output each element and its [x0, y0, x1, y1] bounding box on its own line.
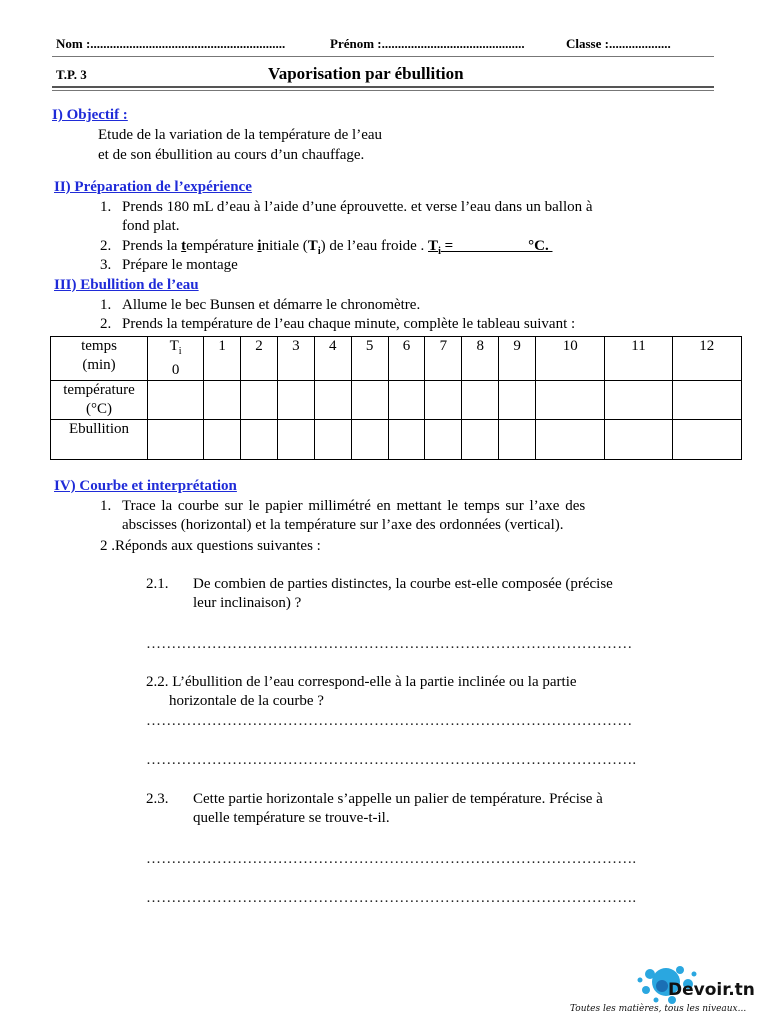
answer-line-2-1[interactable]: …………………………………………………………………………………… — [146, 636, 633, 652]
answer-line-2-3b[interactable]: ……………………………………………………………………………………. — [146, 890, 637, 906]
ebullition-input-cell[interactable] — [672, 420, 741, 460]
temps-label-cell — [51, 337, 148, 381]
temperature-table — [50, 336, 742, 460]
classe-field: Classe :................... — [566, 36, 671, 51]
question-2-2-line-2: horizontale de la courbe ? — [169, 693, 324, 709]
prep-item-1-cont: fond plat. — [122, 218, 180, 234]
question-2-2-line-1: 2.2. L’ébullition de l’eau correspond-elle à la partie inclinée ou la partie — [146, 674, 577, 690]
temperature-label: température — [63, 382, 135, 398]
page-title: Vaporisation par ébullition — [268, 64, 464, 83]
time-cell: 10 — [536, 337, 605, 381]
answer-line-2-3a[interactable]: ……………………………………………………………………………………. — [146, 851, 637, 867]
ebul-item-1: 1. Allume le bec Bunsen et démarre le chronomètre. — [100, 297, 421, 313]
temperature-label-cell — [51, 381, 148, 420]
prep-item-2-text: Prends la — [122, 238, 182, 254]
temperature-unit: (°C) — [86, 401, 112, 417]
time-cell: 2 — [241, 337, 278, 381]
objectif-line-1: Etude de la variation de la température de l’eau — [98, 127, 383, 143]
ebullition-label-cell — [51, 420, 148, 460]
ebullition-input-cell[interactable] — [314, 420, 351, 460]
ebullition-input-cell[interactable] — [499, 420, 536, 460]
temperature-input-cell[interactable] — [388, 381, 425, 420]
section-preparation-title: II) Préparation de l’expérience — [54, 179, 252, 195]
tp-number: T.P. 3 — [56, 67, 87, 82]
time-cell: 6 — [388, 337, 425, 381]
prep-item-2-text-2: empérature — [186, 238, 258, 254]
section-courbe-title: IV) Courbe et interprétation — [54, 478, 237, 494]
ti-blank-unit: = °C. — [440, 238, 553, 254]
title-rule-2 — [52, 90, 714, 91]
temperature-input-cell[interactable] — [148, 381, 204, 420]
time-cell: 7 — [425, 337, 462, 381]
question-2-3-number: 2.3. — [146, 791, 169, 807]
ebullition-input-cell[interactable] — [277, 420, 314, 460]
ebullition-input-cell[interactable] — [425, 420, 462, 460]
ebullition-label: Ebullition — [69, 421, 129, 437]
ebullition-input-cell[interactable] — [536, 420, 605, 460]
table-row-temps — [51, 337, 742, 381]
question-2-1-number: 2.1. — [146, 576, 169, 592]
time-cell: 11 — [605, 337, 672, 381]
ebullition-input-cell[interactable] — [351, 420, 388, 460]
temperature-input-cell[interactable] — [536, 381, 605, 420]
temperature-input-cell[interactable] — [204, 381, 241, 420]
prep-item-1: 1. Prends 180 mL d’eau à l’aide d’une éprouvette. et verse l’eau dans un ballon à — [100, 199, 593, 215]
ti-header-symbol: T — [169, 338, 179, 354]
temperature-input-cell[interactable] — [351, 381, 388, 420]
courbe-item-2: 2 .Réponds aux questions suivantes : — [100, 538, 321, 554]
answer-line-2-2b[interactable]: ……………………………………………………………………………………. — [146, 752, 637, 768]
ebullition-input-cell[interactable] — [241, 420, 278, 460]
courbe-item-1-text: Trace la courbe sur le papier millimétré en mettant le temps sur l’axe des — [122, 498, 586, 514]
ebullition-input-cell[interactable] — [462, 420, 499, 460]
ti-symbol: T — [307, 238, 318, 254]
prep-item-2-text-4: ) de l’eau froide . — [320, 238, 429, 254]
logo-tagline: Toutes les matières, tous les niveaux... — [570, 1004, 747, 1014]
ebullition-input-cell[interactable] — [204, 420, 241, 460]
title-rule — [52, 86, 714, 88]
ebul-item-1-text: Allume le bec Bunsen et démarre le chronomètre. — [122, 297, 421, 313]
temperature-input-cell[interactable] — [499, 381, 536, 420]
ti-header-zero: 0 — [171, 362, 180, 378]
time-cell: 3 — [277, 337, 314, 381]
header-rule — [52, 56, 714, 57]
ti-header-subscript: i — [178, 346, 182, 357]
objectif-line-2: et de son ébullition au cours d’un chauffage. — [98, 147, 365, 163]
ebullition-input-cell[interactable] — [388, 420, 425, 460]
courbe-item-1-cont: abscisses (horizontal) et la température sur l’axe des ordonnées (vertical). — [122, 517, 564, 533]
ti-blank-symbol: T — [428, 238, 439, 254]
ebul-item-2-text: Prends la température de l’eau chaque minute, complète le tableau suivant : — [122, 316, 576, 332]
time-cell: 5 — [351, 337, 388, 381]
temperature-input-cell[interactable] — [241, 381, 278, 420]
section-ebullition-title: III) Ebullition de l’eau — [54, 277, 199, 293]
ti-subscript: i — [317, 246, 321, 257]
temps-unit: (min) — [82, 357, 116, 373]
initial-i-letter: i — [257, 238, 262, 254]
prep-item-3-text: Prépare le montage — [122, 257, 238, 273]
question-2-1-line-1: De combien de parties distinctes, la courbe est-elle composée (précise — [193, 576, 613, 592]
temps-label: temps — [81, 338, 117, 354]
table-row-temperature — [51, 381, 742, 420]
question-2-1-line-2: leur inclinaison) ? — [193, 595, 302, 611]
temperature-input-cell[interactable] — [672, 381, 741, 420]
initial-t-letter: t — [181, 238, 187, 254]
nom-field: Nom :............................................................ — [56, 36, 286, 51]
table-row-ebullition — [51, 420, 742, 460]
prep-item-2-text-3: nitiale ( — [261, 238, 308, 254]
time-cell: 9 — [499, 337, 536, 381]
time-cell: 8 — [462, 337, 499, 381]
temperature-input-cell[interactable] — [425, 381, 462, 420]
ti-blank-field[interactable] — [428, 238, 553, 257]
ebullition-input-cell[interactable] — [605, 420, 672, 460]
question-2-3-line-2: quelle température se trouve-t-il. — [193, 810, 390, 826]
answer-line-2-2a[interactable]: …………………………………………………………………………………… — [146, 713, 633, 729]
time-cell: 1 — [204, 337, 241, 381]
prenom-field: Prénom :............................................ — [330, 36, 525, 51]
ebullition-input-cell[interactable] — [148, 420, 204, 460]
temperature-input-cell[interactable] — [605, 381, 672, 420]
question-2-3-line-1: Cette partie horizontale s’appelle un palier de température. Précise à — [193, 791, 603, 807]
courbe-item-1: 1. Trace la courbe sur le papier millimétré en mettant le temps sur l’axe des — [100, 498, 586, 514]
time-cell: 12 — [672, 337, 741, 381]
ti-blank-subscript: i — [438, 246, 441, 257]
prep-item-1-text: Prends 180 mL d’eau à l’aide d’une éprouvette. et verse l’eau dans un ballon à — [122, 199, 593, 215]
temperature-input-cell[interactable] — [462, 381, 499, 420]
time-cell: 4 — [314, 337, 351, 381]
temperature-input-cell[interactable] — [277, 381, 314, 420]
devoir-tn-logo — [568, 960, 764, 1020]
prep-item-2: 2. Prends la température initiale $(T_i)$ de l’eau froide . $T_i$ = °C. — [100, 238, 553, 257]
prep-item-3: 3. Prépare le montage — [100, 257, 238, 273]
time-cell-ti — [148, 337, 204, 381]
ebul-item-2: 2. Prends la température de l’eau chaque minute, complète le tableau suivant : — [100, 316, 576, 332]
section-objectif-title: I) Objectif : — [52, 107, 128, 123]
temperature-input-cell[interactable] — [314, 381, 351, 420]
logo-brand: Devoir.tn — [668, 980, 755, 1000]
